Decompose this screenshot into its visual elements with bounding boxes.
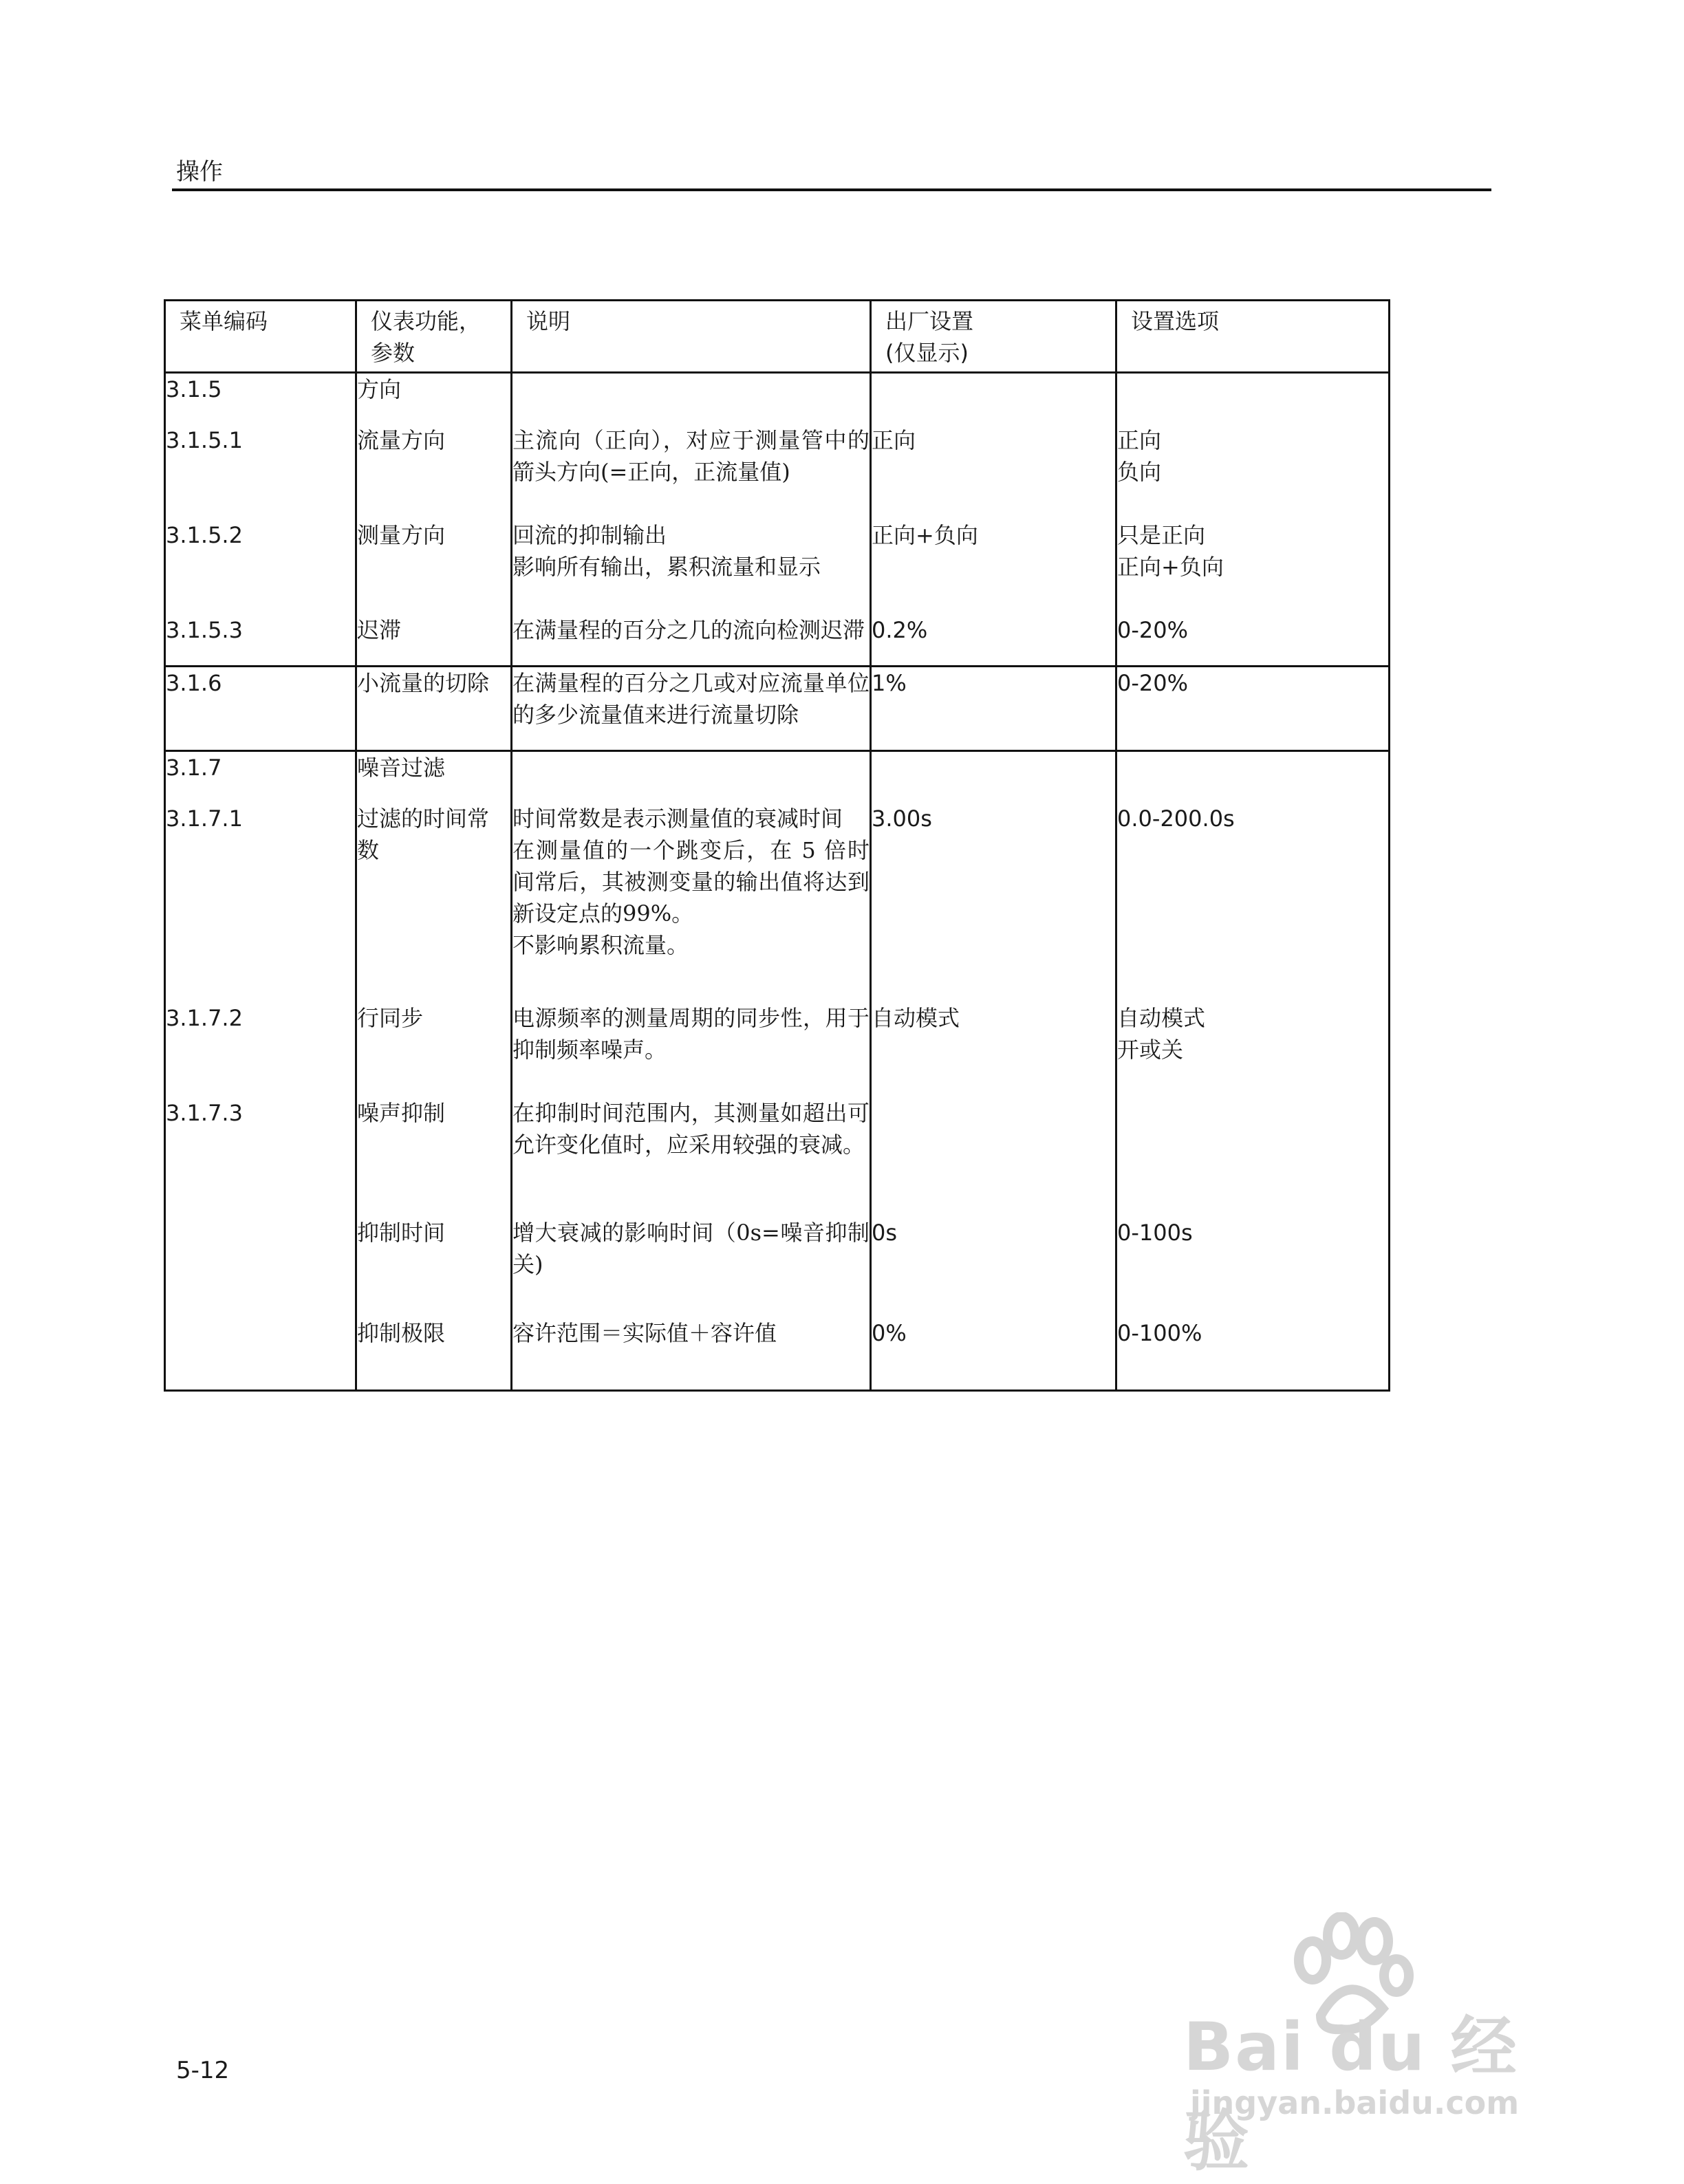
cell-options: 自动模式 开或关 bbox=[1116, 1002, 1390, 1066]
page-number: 5-12 bbox=[176, 2057, 230, 2084]
column-header-options: 设置选项 bbox=[1116, 301, 1390, 373]
column-header-default: 出厂设置 (仅显示) bbox=[871, 301, 1116, 373]
column-header-function: 仪表功能， 参数 bbox=[356, 301, 512, 373]
cell-description: 在抑制时间范围内，其测量如超出可允许变化值时，应采用较强的衰减。 bbox=[512, 1097, 871, 1160]
cell-function: 过滤的时间常数 bbox=[356, 803, 512, 961]
cell-options bbox=[1116, 751, 1390, 784]
cell-function: 噪声抑制 bbox=[356, 1097, 512, 1160]
cell-description: 主流向（正向），对应于测量管中的箭头方向(=正向，正流量值) bbox=[512, 424, 871, 488]
cell-options: 正向 负向 bbox=[1116, 424, 1390, 488]
cell-default: 3.00s bbox=[871, 803, 1116, 961]
table-group-low-flow-cutoff bbox=[165, 667, 1390, 751]
cell-options bbox=[1116, 373, 1390, 406]
cell-description: 增大衰减的影响时间（0s=噪音抑制关) bbox=[512, 1217, 871, 1280]
table-group-noise-filter bbox=[165, 751, 1390, 1391]
cell-options bbox=[1116, 1097, 1390, 1160]
cell-options: 0-100% bbox=[1116, 1317, 1390, 1349]
cell-function: 小流量的切除 bbox=[356, 667, 512, 731]
cell-options: 0-100s bbox=[1116, 1217, 1390, 1280]
cell-function: 行同步 bbox=[356, 1002, 512, 1066]
table-row bbox=[165, 667, 1390, 731]
table-row bbox=[165, 614, 1390, 646]
table-row bbox=[165, 424, 1390, 488]
cell-function: 迟滞 bbox=[356, 614, 512, 646]
cell-default: 0s bbox=[871, 1217, 1116, 1280]
table-group-direction bbox=[165, 373, 1390, 667]
cell-default: 0% bbox=[871, 1317, 1116, 1349]
table-row bbox=[165, 1317, 1390, 1349]
cell-description: 容许范围＝实际值＋容许值 bbox=[512, 1317, 871, 1349]
cell-default: 正向 bbox=[871, 424, 1116, 488]
cell-code: 3.1.5 bbox=[165, 373, 356, 406]
cell-default: 0.2% bbox=[871, 614, 1116, 646]
cell-description: 时间常数是表示测量值的衰减时间 在测量值的一个跳变后，在 5 倍时间常后，其被测变量的输出值将达到新设定点的99%。 不影响累积流量。 bbox=[512, 803, 871, 961]
cell-options: 只是正向 正向+负向 bbox=[1116, 519, 1390, 583]
table-row bbox=[165, 1097, 1390, 1160]
cell-function: 抑制极限 bbox=[356, 1317, 512, 1349]
cell-code: 3.1.6 bbox=[165, 667, 356, 731]
cell-description: 在满量程的百分之几或对应流量单位的多少流量值来进行流量切除 bbox=[512, 667, 871, 731]
cell-description: 回流的抑制输出 影响所有输出，累积流量和显示 bbox=[512, 519, 871, 583]
cell-code: 3.1.5.2 bbox=[165, 519, 356, 583]
cell-code: 3.1.5.3 bbox=[165, 614, 356, 646]
table-row bbox=[165, 1217, 1390, 1280]
cell-options: 0.0-200.0s bbox=[1116, 803, 1390, 961]
menu-parameter-table bbox=[164, 299, 1390, 1392]
cell-description bbox=[512, 373, 871, 406]
cell-code: 3.1.7.2 bbox=[165, 1002, 356, 1066]
table-header-row bbox=[165, 301, 1390, 373]
watermark-url: jingyan.baidu.com bbox=[1190, 2084, 1520, 2121]
cell-default: 1% bbox=[871, 667, 1116, 731]
table-row bbox=[165, 751, 1390, 784]
cell-description: 在满量程的百分之几的流向检测迟滞 bbox=[512, 614, 871, 646]
cell-function: 流量方向 bbox=[356, 424, 512, 488]
cell-default: 正向+负向 bbox=[871, 519, 1116, 583]
cell-default: 自动模式 bbox=[871, 1002, 1116, 1066]
cell-description bbox=[512, 751, 871, 784]
table-row bbox=[165, 519, 1390, 583]
cell-default bbox=[871, 373, 1116, 406]
column-header-description: 说明 bbox=[512, 301, 871, 373]
table-row bbox=[165, 373, 1390, 406]
cell-function: 方向 bbox=[356, 373, 512, 406]
cell-options: 0-20% bbox=[1116, 614, 1390, 646]
header-divider bbox=[172, 188, 1491, 191]
cell-code: 3.1.7 bbox=[165, 751, 356, 784]
cell-code bbox=[165, 1317, 356, 1349]
cell-code: 3.1.5.1 bbox=[165, 424, 356, 488]
cell-function: 噪音过滤 bbox=[356, 751, 512, 784]
cell-default bbox=[871, 751, 1116, 784]
cell-code: 3.1.7.1 bbox=[165, 803, 356, 961]
page-header-title: 操作 bbox=[176, 158, 223, 186]
cell-code bbox=[165, 1217, 356, 1280]
column-header-code: 菜单编码 bbox=[165, 301, 356, 373]
watermark-brand: Bai du 经验 bbox=[1183, 2009, 1518, 2180]
baidu-watermark bbox=[1183, 1912, 1568, 2180]
cell-code: 3.1.7.3 bbox=[165, 1097, 356, 1160]
cell-default bbox=[871, 1097, 1116, 1160]
cell-description: 电源频率的测量周期的同步性，用于抑制频率噪声。 bbox=[512, 1002, 871, 1066]
cell-options: 0-20% bbox=[1116, 667, 1390, 731]
table-row bbox=[165, 1002, 1390, 1066]
cell-function: 抑制时间 bbox=[356, 1217, 512, 1280]
table-row bbox=[165, 803, 1390, 961]
cell-function: 测量方向 bbox=[356, 519, 512, 583]
